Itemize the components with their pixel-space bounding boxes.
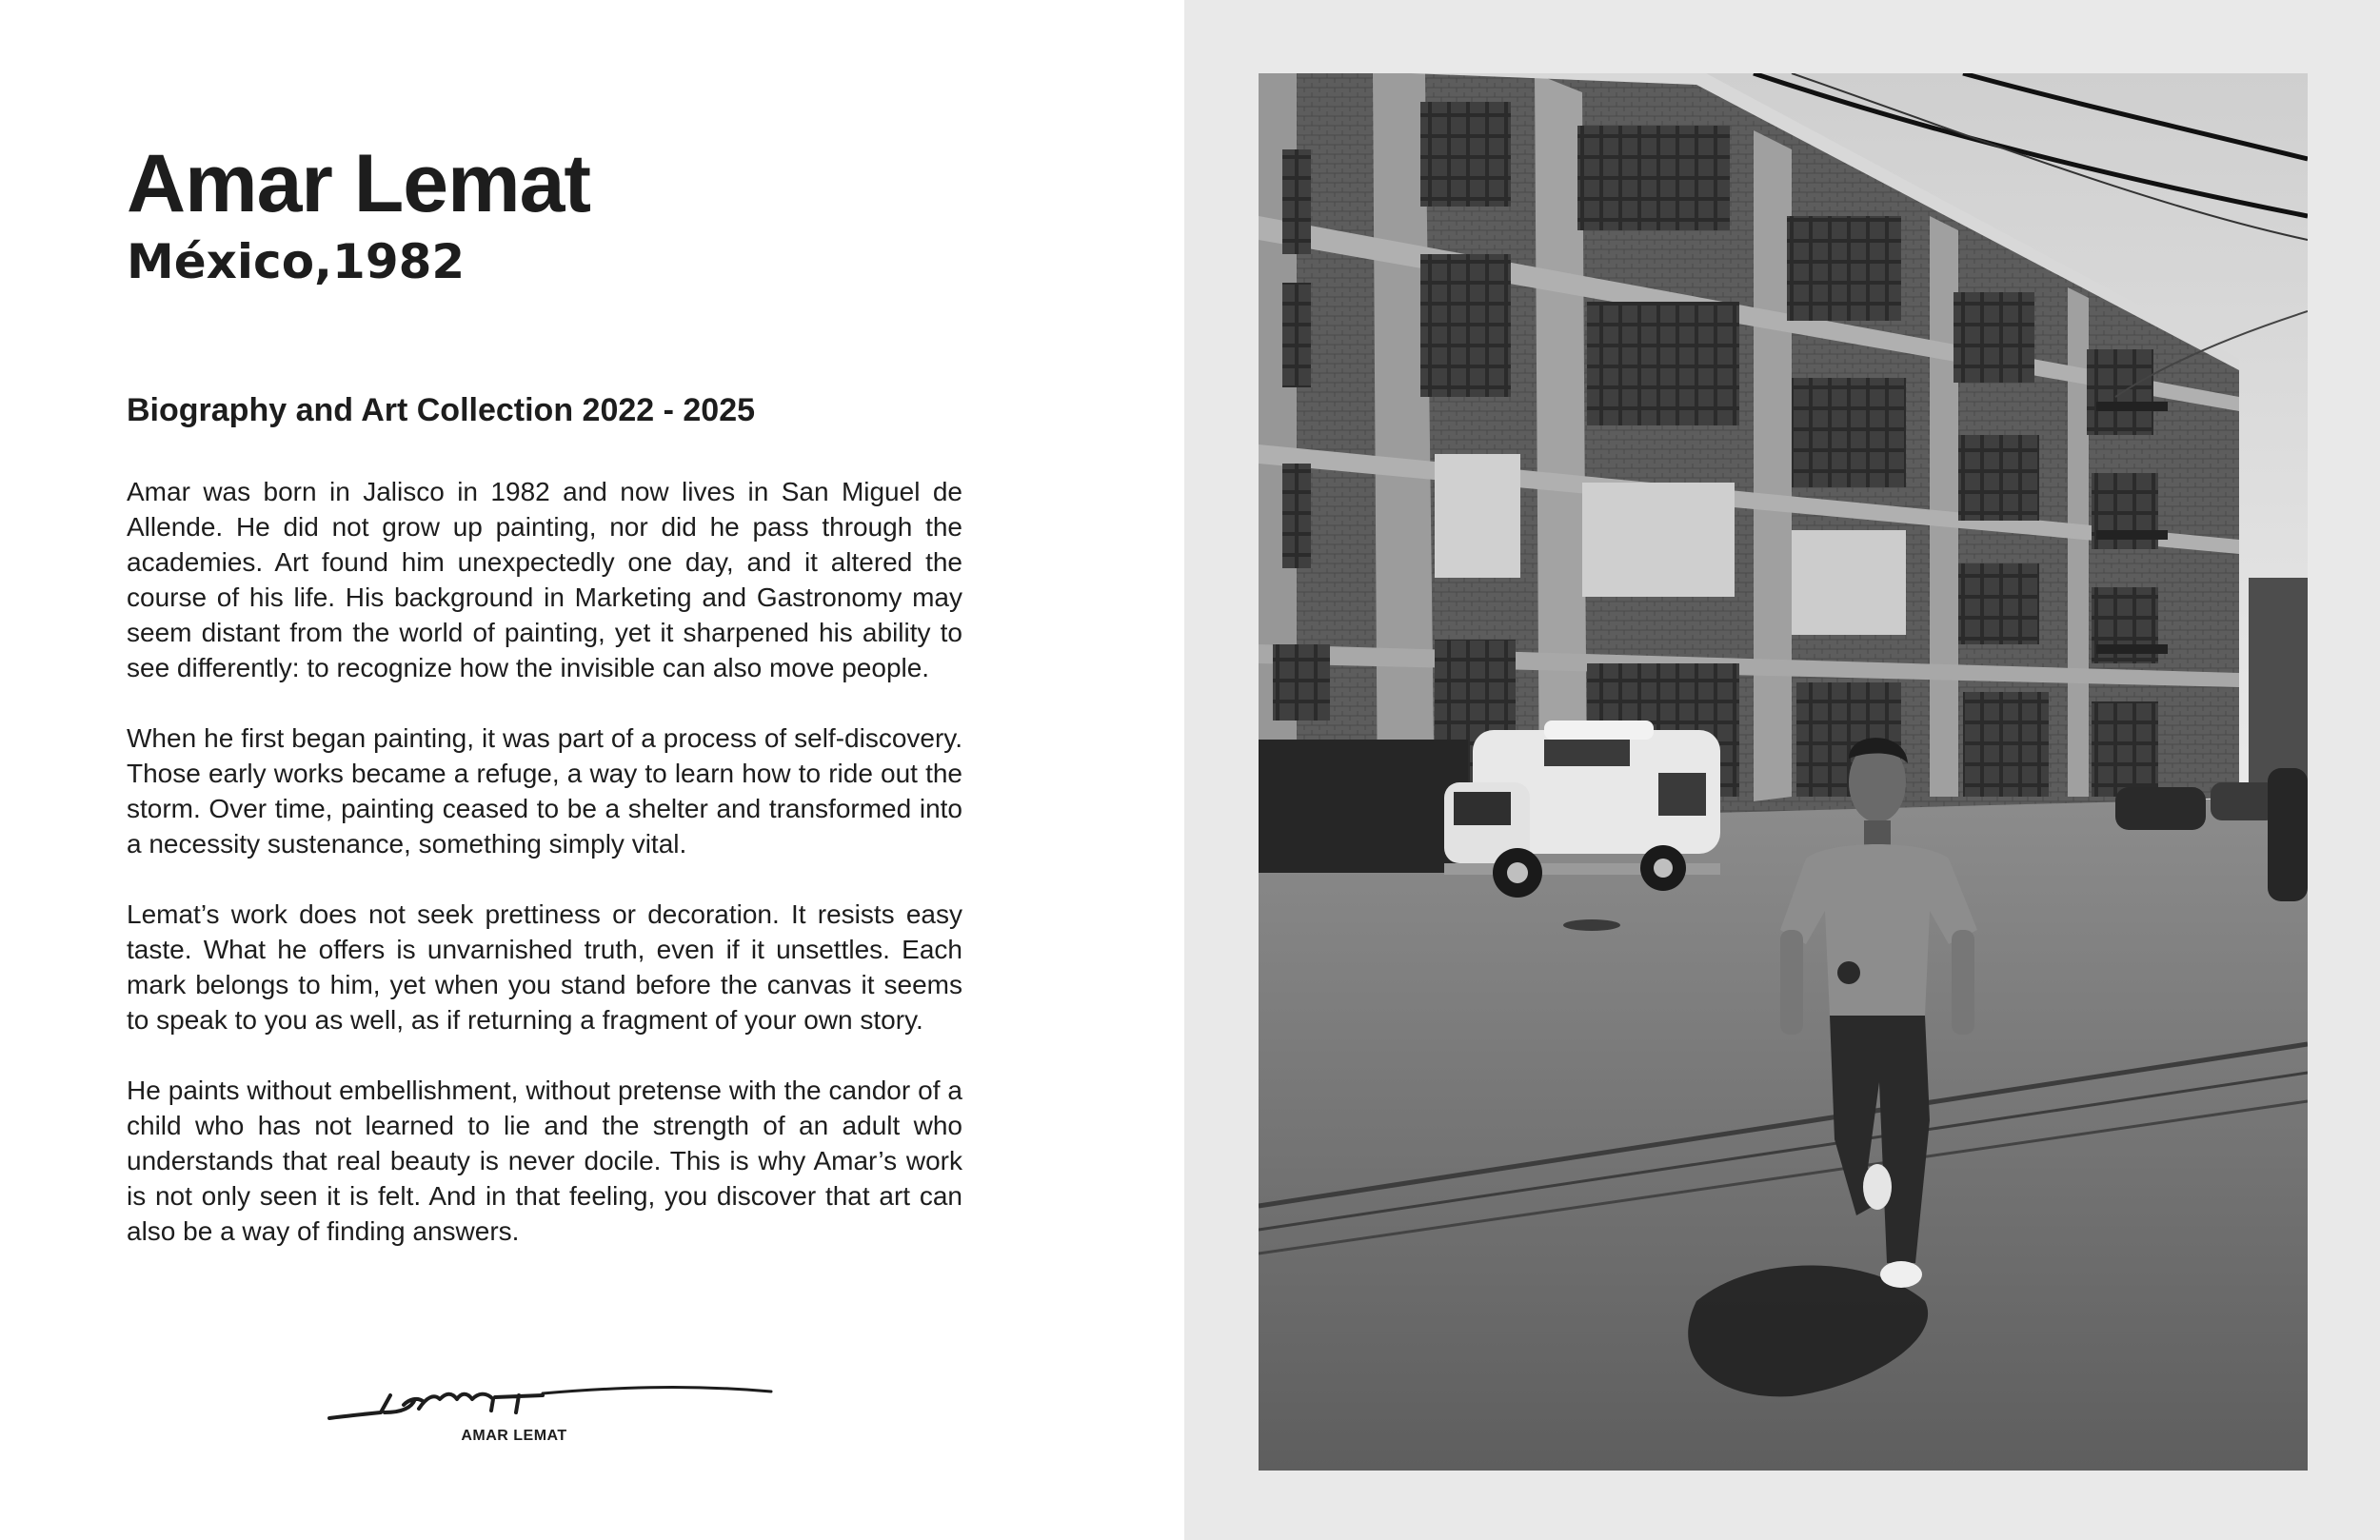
signature-caption: AMAR LEMAT — [461, 1428, 567, 1444]
biography-paragraph: He paints without embellishment, without pretense with the candor of a child who has not learned to lie and the strength of an adult who understands that real beauty is never docile. This is why Amar’s work is not only seen it is felt. And in that feeling, you discover that art can also be a way of finding answers. — [127, 1076, 962, 1246]
section-title: Biography and Art Collection 2022 - 2025 — [127, 392, 756, 428]
artist-origin: México,1982 — [127, 234, 466, 289]
signature-image — [324, 1371, 781, 1428]
biography-text — [127, 474, 962, 1284]
photo-illustration — [1259, 73, 2308, 1471]
biography-paragraph: Lemat’s work does not seek prettiness or decoration. It resists easy taste. What he offers is unvarnished truth, even if it unsettles. Each mark belongs to him, yet when you stand before the canvas it seems to speak to you as well, as if returning a fragment of your own story. — [127, 899, 962, 1035]
biography-panel — [0, 0, 1184, 1540]
artist-photo — [1259, 73, 2308, 1471]
biography-paragraph: Amar was born in Jalisco in 1982 and now lives in San Miguel de Allende. He did not grow up painting, nor did he pass through the academies. Art found him unexpectedly one day, and it altered the course of his life. His background in Marketing and Gastronomy may seem distant from the world of painting, yet it sharpened his ability to see differently: to recognize how the invisible can also move people. — [127, 477, 962, 682]
artist-name: Amar Lemat — [127, 138, 591, 229]
biography-paragraph: When he first began painting, it was part of a process of self-discovery. Those early works became a refuge, a way to learn how to ride out the storm. Over time, painting ceased to be a shelter and transformed into a necessity sustenance, something simply vital. — [127, 723, 962, 859]
